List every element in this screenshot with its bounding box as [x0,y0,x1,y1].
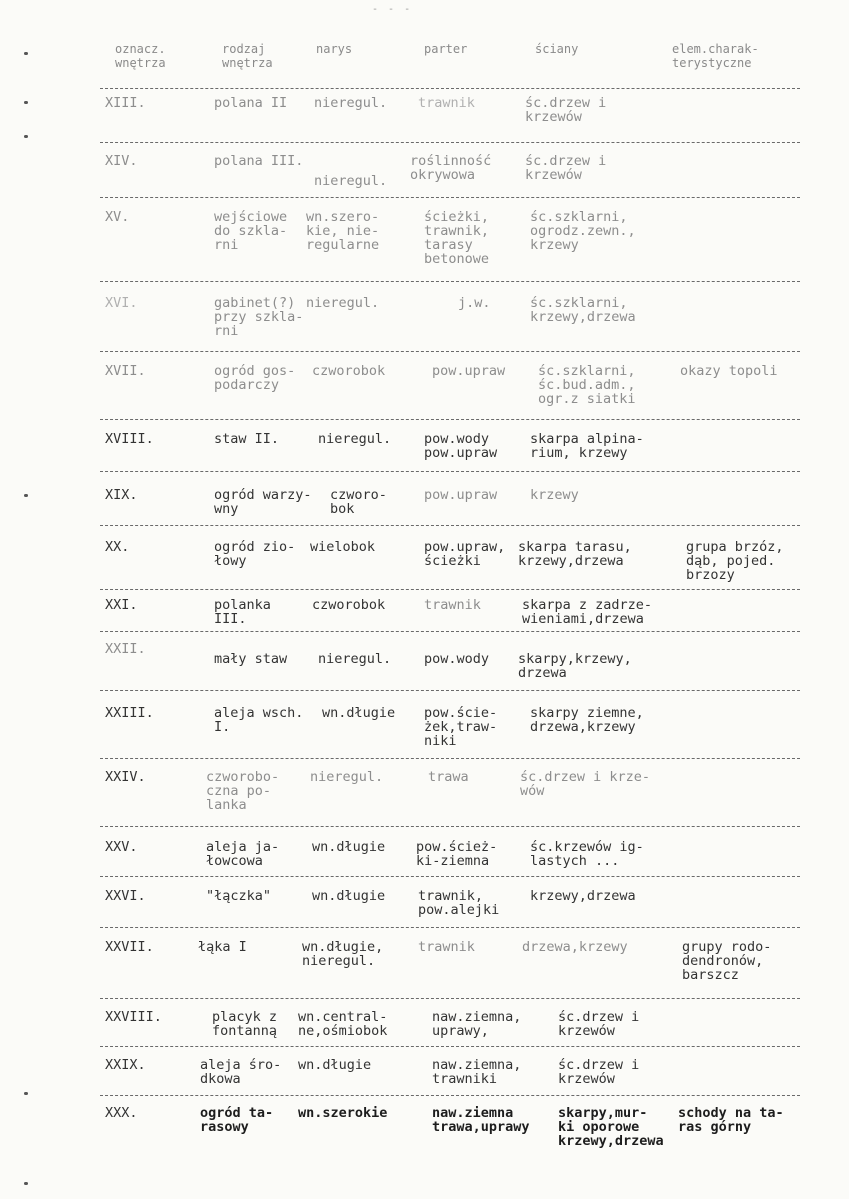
row-narys: wn.długie [312,839,386,855]
punch-hole [24,135,28,138]
header-parter: parter [424,42,468,56]
row-elementy: schody na ta- ras górny [678,1105,784,1135]
row-narys: czworobok [312,363,386,379]
row-narys: wn.długie, nieregul. [302,939,384,969]
row-id: XVI. [105,295,138,311]
row-narys: wn.długie [298,1057,372,1073]
row-id: XIX. [105,487,138,503]
header-oznaczenie: oznacz. wnętrza [115,42,166,70]
row-parter: pow.upraw [424,487,498,503]
row-rodzaj: ogród warzy- wny [214,487,312,517]
row-id: XVIII. [105,431,154,447]
row-narys: nieregul. [314,173,388,189]
row-divider [100,1046,800,1047]
row-id: XXV. [105,839,138,855]
row-sciany: skarpy ziemne, drzewa,krzewy [530,705,644,735]
row-parter: naw.ziemna, trawniki [432,1057,522,1087]
row-sciany: krzewy [530,487,579,503]
header-rodzaj: rodzaj wnętrza [222,42,273,70]
row-sciany: skarpa z zadrze- wieniami,drzewa [522,597,653,627]
row-parter: j.w. [458,295,491,311]
row-sciany: śc.szklarni, ogrodz.zewn., krzewy [530,209,636,253]
row-divider [100,142,800,143]
row-parter: pow.upraw [432,363,506,379]
row-divider [100,197,800,198]
row-sciany: śc.drzew i krzewów [525,153,607,183]
row-rodzaj: staw II. [214,431,280,447]
row-parter: trawnik, pow.alejki [418,888,500,918]
row-sciany: śc.szklarni, śc.bud.adm., ogr.z siatki [538,363,636,407]
row-narys: czworobok [312,597,386,613]
row-elementy: okazy topoli [680,363,778,379]
row-parter: pow.ścież- ki-ziemna [416,839,498,869]
row-narys: nieregul. [310,769,384,785]
row-rodzaj: aleja wsch. I. [214,705,304,735]
row-id: XXIV. [105,769,146,785]
row-id: XX. [105,539,130,555]
row-sciany: śc.krzewów ig- lastych ... [530,839,644,869]
row-parter: pow.wody [424,651,490,667]
punch-hole [24,101,28,104]
row-divider [100,927,800,928]
row-narys: wn.długie [322,705,396,721]
row-divider [100,525,800,526]
row-id: XXX. [105,1105,138,1121]
row-rodzaj: ogród zio- łowy [214,539,296,569]
row-parter: trawnik [418,95,475,111]
row-divider [100,758,800,759]
row-divider [100,351,800,352]
row-id: XVII. [105,363,146,379]
row-sciany: drzewa,krzewy [522,939,628,955]
punch-hole [24,1092,28,1095]
row-narys: wn.szerokie [298,1105,388,1121]
row-sciany: skarpy,krzewy, drzewa [518,651,632,681]
row-narys: wielobok [310,539,376,555]
header-narys: narys [316,42,353,56]
row-divider [100,88,800,89]
row-id: XXVI. [105,888,146,904]
row-narys: nieregul. [314,95,388,111]
row-divider [100,876,800,877]
row-id: XIII. [105,95,146,111]
row-sciany: skarpa tarasu, krzewy,drzewa [518,539,632,569]
row-rodzaj: ogród ta- rasowy [200,1105,274,1135]
row-parter: pow.wody pow.upraw [424,431,498,461]
row-parter: ścieżki, trawnik, tarasy betonowe [424,209,490,267]
row-parter: pow.ście- żek,traw- niki [424,705,498,749]
row-sciany: skarpa alpina- rium, krzewy [530,431,644,461]
row-rodzaj: ogród gos- podarczy [214,363,296,393]
row-sciany: śc.drzew i krzewów [525,95,607,125]
row-id: XXII. [105,641,146,657]
row-sciany: skarpy,mur- ki oporowe krzewy,drzewa [558,1105,664,1149]
row-rodzaj: placyk z fontanną [212,1009,278,1039]
row-divider [100,1095,800,1096]
row-sciany: śc.drzew i krzewów [558,1057,640,1087]
row-rodzaj: łąka I [198,939,247,955]
row-sciany: śc.drzew i krzewów [558,1009,640,1039]
row-narys: wn.długie [312,888,386,904]
row-elementy: grupa brzóz, dąb, pojed. brzozy [686,539,784,583]
row-rodzaj: wejściowe do szkla- rni [214,209,288,253]
row-narys: wn.szero- kie, nie- regularne [306,209,380,253]
row-rodzaj: gabinet(?) przy szkla- rni [214,295,304,339]
row-sciany: śc.drzew i krze- wów [520,769,651,799]
row-divider [100,631,800,632]
row-divider [100,998,800,999]
header-elementy: elem.charak- terystyczne [672,42,759,70]
row-id: XXIII. [105,705,154,721]
row-divider [100,826,800,827]
row-parter: trawa [428,769,469,785]
row-id: XXIX. [105,1057,146,1073]
row-rodzaj: aleja ja- łowcowa [206,839,280,869]
punch-hole [24,494,28,497]
row-parter: pow.upraw, ścieżki [424,539,506,569]
row-id: XIV. [105,153,138,169]
row-narys: nieregul. [306,295,380,311]
row-parter: trawnik [424,597,481,613]
row-divider [100,690,800,691]
row-sciany: krzewy,drzewa [530,888,636,904]
row-narys: nieregul. [318,431,392,447]
row-divider [100,471,800,472]
row-narys: wn.central- ne,ośmiobok [298,1009,388,1039]
row-rodzaj: aleja śro- dkowa [200,1057,282,1087]
row-parter: roślinność okrywowa [410,153,492,183]
row-rodzaj: polanka III. [214,597,271,627]
row-rodzaj: mały staw [214,651,288,667]
row-id: XXVIII. [105,1009,162,1025]
row-parter: trawnik [418,939,475,955]
row-rodzaj: czworobo- czna po- lanka [206,769,280,813]
row-elementy: grupy rodo- dendronów, barszcz [682,939,772,983]
row-id: XV. [105,209,130,225]
row-sciany: śc.szklarni, krzewy,drzewa [530,295,636,325]
row-rodzaj: "łączka" [206,888,272,904]
row-narys: nieregul. [318,651,392,667]
row-rodzaj: polana III. [214,153,304,169]
row-divider [100,419,800,420]
row-rodzaj: polana II [214,95,288,111]
row-id: XXVII. [105,939,154,955]
row-parter: naw.ziemna trawa,uprawy [432,1105,530,1135]
header-sciany: ściany [535,42,579,56]
punch-hole [24,52,28,55]
row-parter: naw.ziemna, uprawy, [432,1009,522,1039]
punch-hole [24,1182,28,1185]
top-mark: - - - [372,4,413,15]
row-id: XXI. [105,597,138,613]
row-narys: czworo- bok [330,487,387,517]
row-divider [100,589,800,590]
row-divider [100,281,800,282]
